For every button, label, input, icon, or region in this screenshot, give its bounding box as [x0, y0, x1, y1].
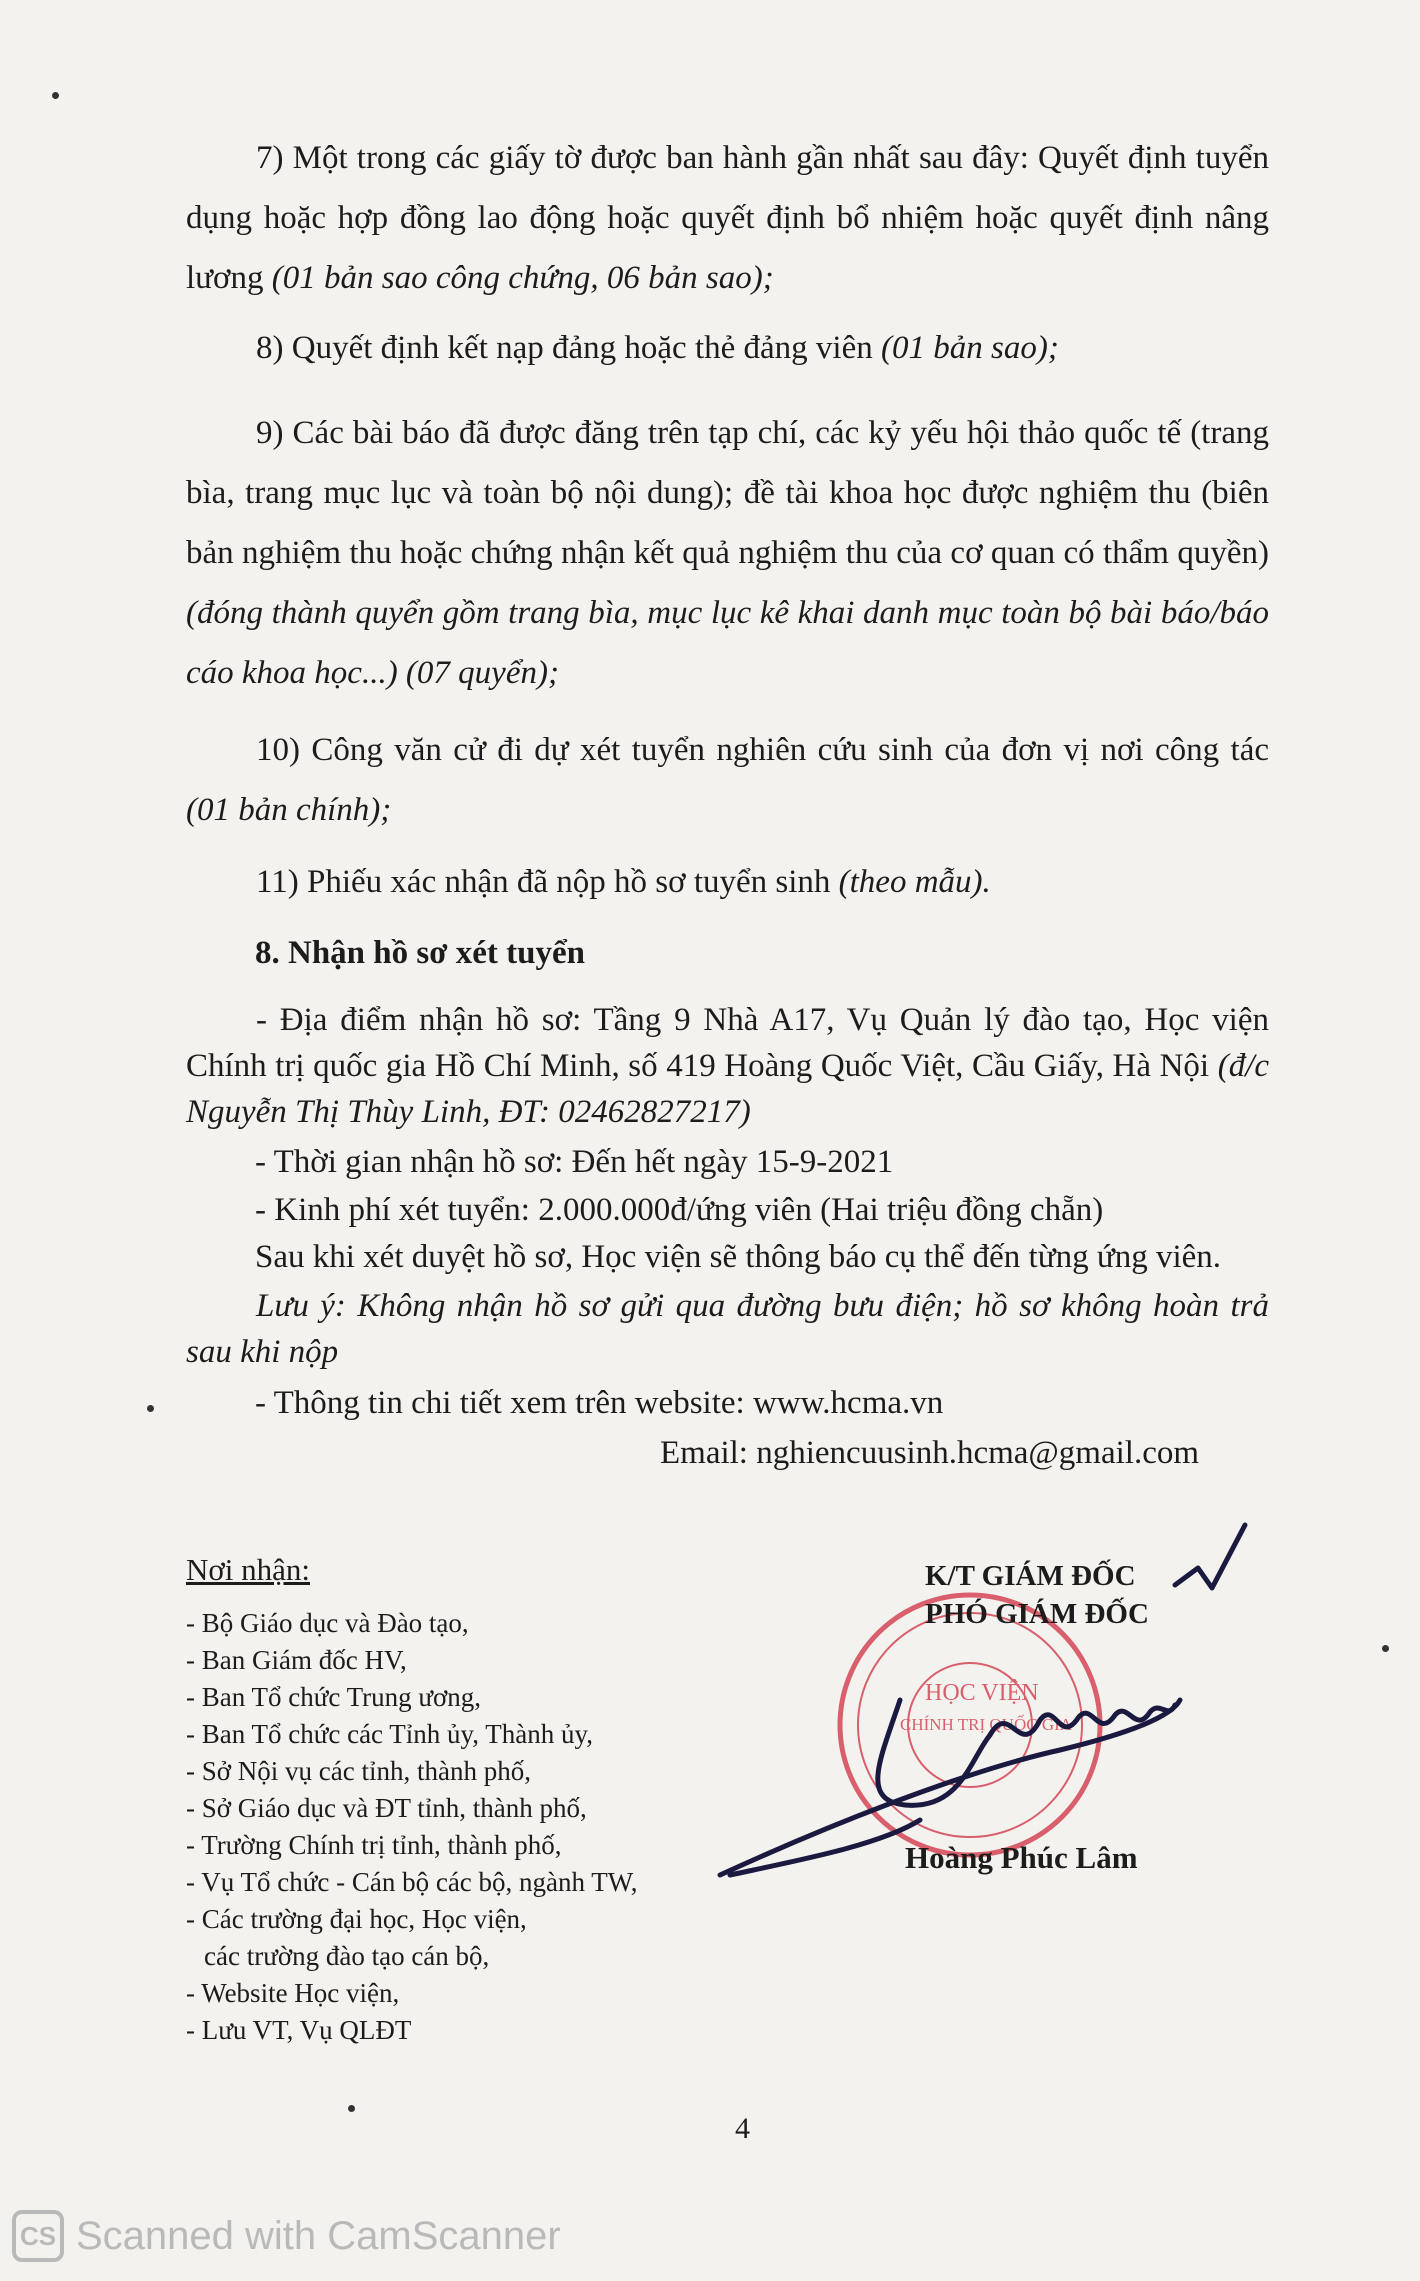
- section-8-heading: 8. Nhận hồ sơ xét tuyển: [255, 935, 585, 971]
- website-text: - Thông tin chi tiết xem trên website: www.hcma.vn: [255, 1385, 944, 1421]
- item-10-text: 10) Công văn cử đi dự xét tuyển nghiên cứu sinh của đơn vị nơi công tác: [256, 732, 1269, 768]
- recipient-item: - Ban Giám đốc HV,: [186, 1645, 407, 1675]
- item-9-text: 9) Các bài báo đã được đăng trên tạp chí, các kỷ yếu hội thảo quốc tế (trang bìa, trang mục lục và toàn bộ nội dung); đề tài khoa học được nghiệm thu (biên bản nghiệm thu hoặc chứng nhận kết quả nghiệm thu của cơ quan có thẩm quyền): [186, 415, 1269, 571]
- item-11-note: (theo mẫu).: [838, 864, 991, 900]
- recipients-title: Nơi nhận:: [186, 1552, 311, 1587]
- recipient-item: - Bộ Giáo dục và Đào tạo,: [186, 1608, 469, 1638]
- note-text: Lưu ý: Không nhận hồ sơ gửi qua đường bưu điện; hồ sơ không hoàn trả sau khi nộp: [186, 1288, 1269, 1370]
- item-10-note: (01 bản chính);: [186, 792, 392, 828]
- item-9-note: (đóng thành quyển gồm trang bìa, mục lục kê khai danh mục toàn bộ bài báo/báo cáo khoa học...) (07 quyển);: [186, 595, 1269, 691]
- item-11-text: 11) Phiếu xác nhận đã nộp hồ sơ tuyển sinh: [256, 864, 839, 900]
- camscanner-watermark: [12, 2208, 561, 2264]
- signature-title-1: K/T GIÁM ĐỐC: [925, 1560, 1136, 1592]
- recipient-item: các trường đào tạo cán bộ,: [204, 1941, 490, 1971]
- location-text: - Địa điểm nhận hồ sơ: Tầng 9 Nhà A17, Vụ Quản lý đào tạo, Học viện Chính trị quốc gia Hồ Chí Minh, số 419 Hoàng Quốc Việt, Cầu Giấy, Hà Nội (đ/c Nguyễn Thị Thùy Linh, ĐT: 02462827217): [186, 1002, 1270, 1130]
- svg-text:HỌC VIỆN: HỌC VIỆN: [925, 1680, 1039, 1706]
- recipient-item: - Vụ Tổ chức - Cán bộ các bộ, ngành TW,: [186, 1867, 638, 1897]
- recipient-item: - Sở Nội vụ các tỉnh, thành phố,: [186, 1756, 531, 1786]
- page-number: 4: [735, 2112, 750, 2145]
- recipient-item: - Các trường đại học, Học viện,: [186, 1904, 527, 1934]
- recipient-item: - Ban Tổ chức Trung ương,: [186, 1682, 482, 1712]
- item-8-text: 8) Quyết định kết nạp đảng hoặc thẻ đảng viên: [256, 330, 881, 366]
- item-8-note: (01 bản sao);: [881, 330, 1059, 366]
- svg-text:CHÍNH TRỊ QUỐC GIA: CHÍNH TRỊ QUỐC GIA: [900, 1715, 1073, 1734]
- signer-name: Hoàng Phúc Lâm: [905, 1840, 1138, 1875]
- item-7-text: 7) Một trong các giấy tờ được ban hành gần nhất sau đây: Quyết định tuyển dụng hoặc hợp đồng lao động hoặc quyết định bổ nhiệm hoặc quyết định nâng lương: [186, 140, 1269, 296]
- email-text: Email: nghiencuusinh.hcma@gmail.com: [660, 1435, 1200, 1471]
- recipient-item: - Sở Giáo dục và ĐT tỉnh, thành phố,: [186, 1793, 587, 1823]
- deadline-text: - Thời gian nhận hồ sơ: Đến hết ngày 15-9-2021: [255, 1144, 894, 1180]
- fee-text: - Kinh phí xét tuyển: 2.000.000đ/ứng viên (Hai triệu đồng chẵn): [255, 1192, 1104, 1228]
- signature-title-2: PHÓ GIÁM ĐỐC: [925, 1598, 1149, 1630]
- recipient-item: - Lưu VT, Vụ QLĐT: [186, 2015, 412, 2045]
- after-review-text: Sau khi xét duyệt hồ sơ, Học viện sẽ thông báo cụ thể đến từng ứng viên.: [255, 1239, 1222, 1275]
- camscanner-text: Scanned with CamScanner: [76, 2213, 561, 2258]
- recipient-item: - Ban Tổ chức các Tỉnh ủy, Thành ủy,: [186, 1719, 594, 1749]
- camscanner-logo-icon: CS: [12, 2210, 64, 2262]
- scan-speck: [147, 1405, 154, 1412]
- scan-speck: [1382, 1645, 1389, 1652]
- contact-text: (đ/c Nguyễn Thị Thùy Linh, ĐT: 02462827217): [186, 1048, 1270, 1130]
- recipient-item: - Website Học viện,: [186, 1978, 400, 2008]
- recipient-item: - Trường Chính trị tỉnh, thành phố,: [186, 1830, 562, 1860]
- item-7-note: (01 bản sao công chứng, 06 bản sao);: [271, 260, 774, 296]
- scan-speck: [52, 92, 59, 99]
- scan-speck: [348, 2105, 355, 2112]
